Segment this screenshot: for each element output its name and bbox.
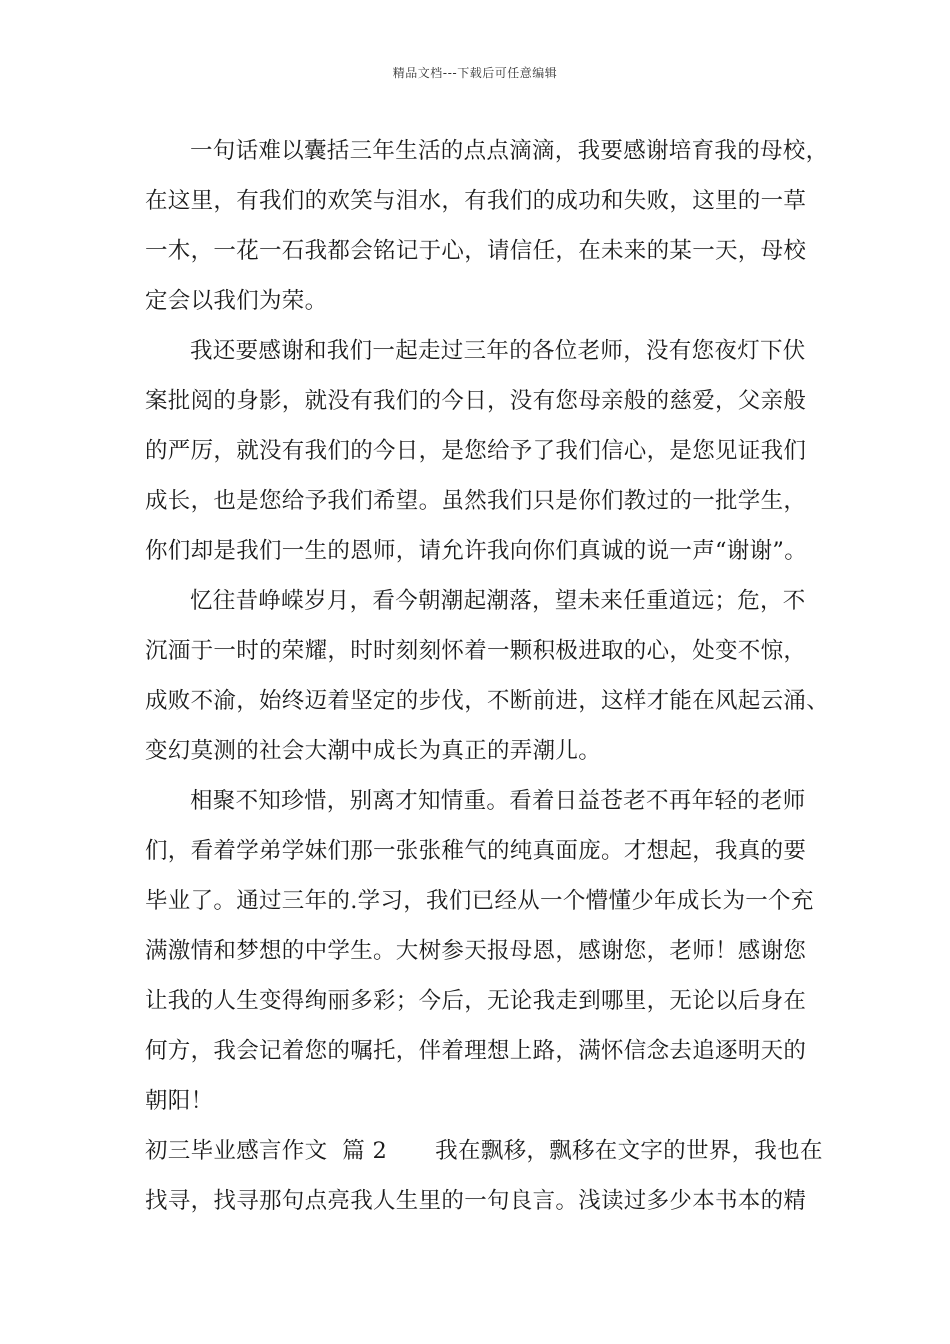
- section-title: 初三毕业感言作文 篇 2: [145, 1138, 388, 1164]
- paragraph-line: 朝阳！: [145, 1088, 214, 1114]
- paragraph-line: 满激情和梦想的中学生。大树参天报母恩，感谢您，老师！感谢您: [145, 938, 807, 964]
- paragraph-line: 何方，我会记着您的嘱托，伴着理想上路，满怀信念去追逐明天的: [145, 1038, 807, 1064]
- section-first-line: 我在飘移，飘移在文字的世界，我也在: [435, 1138, 823, 1164]
- paragraph-line: 相聚不知珍惜，别离才知情重。看着日益苍老不再年轻的老师: [190, 788, 806, 814]
- paragraph-line: 一句话难以囊括三年生活的点点滴滴，我要感谢培育我的母校，: [190, 138, 829, 164]
- paragraph-line: 你们却是我们一生的恩师，请允许我向你们真诚的说一声“谢谢”。: [145, 538, 808, 564]
- section-line: [145, 1136, 823, 1166]
- paragraph-line: 的严厉，就没有我们的今日，是您给予了我们信心，是您见证我们: [145, 438, 807, 464]
- page-header: 精品文档---下载后可任意编辑: [392, 66, 558, 80]
- paragraph-line: 让我的人生变得绚丽多彩；今后，无论我走到哪里，无论以后身在: [145, 988, 807, 1014]
- paragraph-line: 在这里，有我们的欢笑与泪水，有我们的成功和失败，这里的一草: [145, 188, 807, 214]
- paragraph-line: 案批阅的身影，就没有我们的今日，没有您母亲般的慈爱，父亲般: [145, 388, 807, 414]
- paragraph-line: 我还要感谢和我们一起走过三年的各位老师，没有您夜灯下伏: [190, 338, 806, 364]
- paragraph-line: 忆往昔峥嵘岁月，看今朝潮起潮落，望未来任重道远；危，不: [190, 588, 806, 614]
- paragraph-line: 定会以我们为荣。: [145, 288, 328, 314]
- paragraph-line: 成败不渝，始终迈着坚定的步伐，不断前进，这样才能在风起云涌、: [145, 688, 830, 714]
- paragraph-line: 毕业了。通过三年的.学习，我们已经从一个懵懂少年成长为一个充: [145, 888, 814, 914]
- paragraph-line: 沉湎于一时的荣耀，时时刻刻怀着一颗积极进取的心，处变不惊，: [145, 638, 807, 664]
- paragraph-line: 找寻，找寻那句点亮我人生里的一句良言。浅读过多少本书本的精: [145, 1188, 807, 1214]
- paragraph-line: 一木，一花一石我都会铭记于心，请信任，在未来的某一天，母校: [145, 238, 807, 264]
- paragraph-line: 成长，也是您给予我们希望。虽然我们只是你们教过的一批学生，: [145, 488, 807, 514]
- paragraph-line: 变幻莫测的社会大潮中成长为真正的弄潮儿。: [145, 738, 602, 764]
- paragraph-line: 们，看着学弟学妹们那一张张稚气的纯真面庞。才想起，我真的要: [145, 838, 807, 864]
